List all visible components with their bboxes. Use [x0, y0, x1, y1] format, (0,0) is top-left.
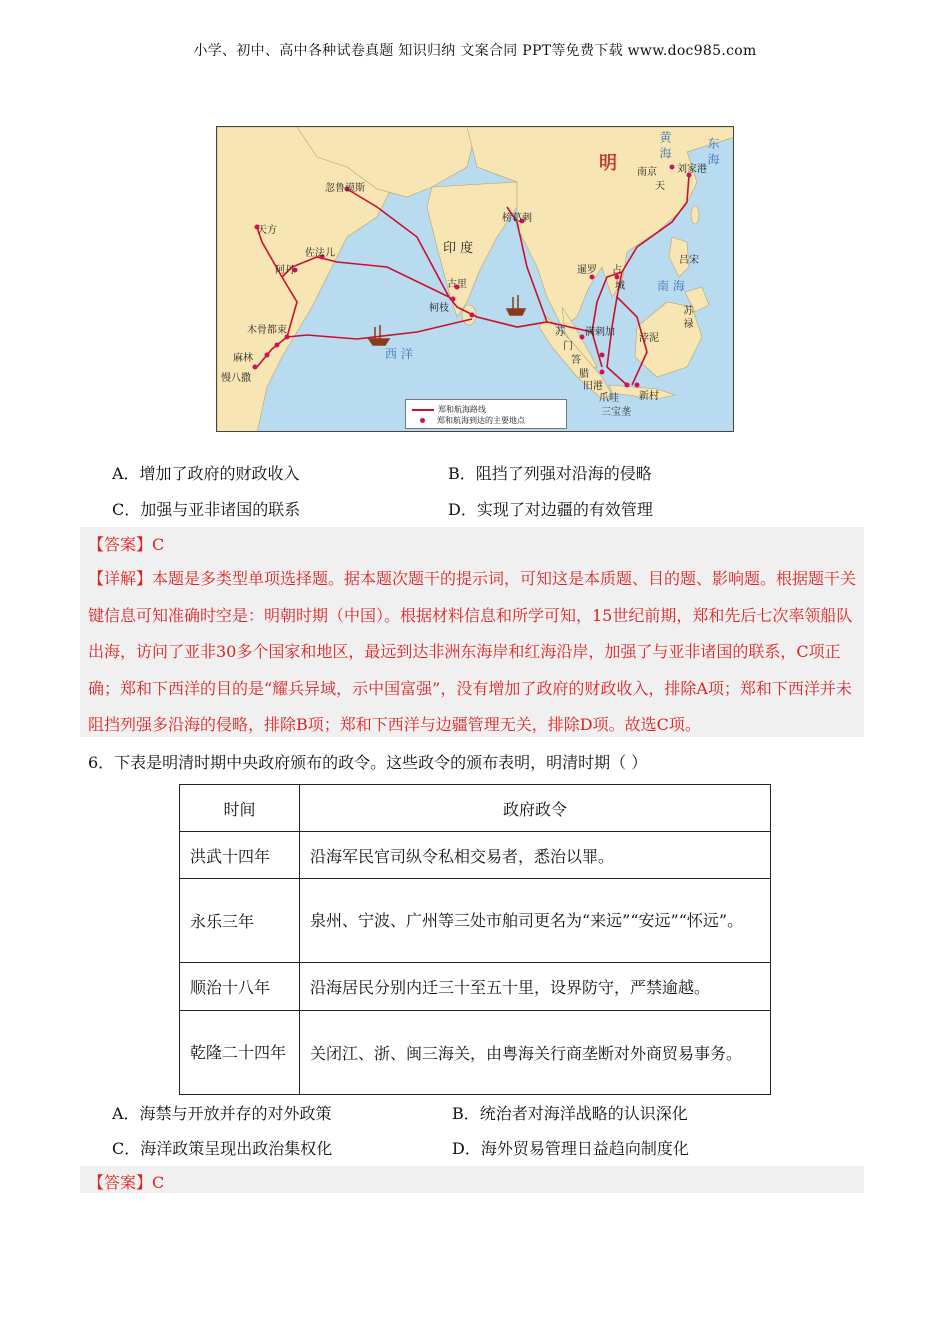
- label-calicut: 古里: [447, 279, 467, 290]
- row-decree: 关闭江、浙、闽三海关，由粤海关行商垄断对外商贸易事务。: [300, 1011, 771, 1095]
- label-sulu: 苏 禄: [681, 305, 692, 329]
- label-tian: 天: [655, 181, 665, 192]
- q5-option-b: B．阻挡了列强对沿海的侵略: [448, 464, 652, 483]
- q6-option-c: C．海洋政策呈现出政治集权化: [112, 1139, 333, 1158]
- table-row: [180, 1011, 771, 1095]
- q6-option-d: D．海外贸易管理日益趋向制度化: [452, 1139, 689, 1158]
- port-dot: [470, 313, 475, 318]
- label-mogadishu: 木骨都束: [247, 325, 287, 336]
- port-dot: [451, 297, 456, 302]
- label-xiyang: 西 洋: [385, 347, 413, 361]
- label-sanbaolong: 三宝垄: [601, 407, 631, 418]
- q6-option-b: B．统治者对海洋战略的认识深化: [452, 1104, 688, 1123]
- label-zufar: 佐法儿: [305, 248, 335, 259]
- row-decree: 泉州、宁波、广州等三处市舶司更名为“来远”“安远”“怀远”。: [300, 879, 771, 963]
- q5-answer: 【答案】C: [88, 535, 165, 554]
- q5-option-c: C．加强与亚非诸国的联系: [112, 500, 301, 519]
- q5-analysis: 【详解】本题是多类型单项选择题。据本题次题干的提示词，可知这是本质题、目的题、影响题。根据题干关键信息可知准确时空是：明朝时期（中国）。根据材料信息和所学可知，15世纪前期，郑和先后七次率领船队出海，访问了亚非30多个国家和地区，最远到达非洲东海岸和红海沿岸，加强了与亚非诸国的联系，C项正确；郑和下西洋的目的是“耀兵异域，示中国富强”，没有增加了政府的财政收入，排除A项；郑和下西洋并未阻挡列强多沿海的侵略，排除B项；郑和下西洋与边疆管理无关，排除D项。故选C项。: [88, 569, 857, 734]
- label-nanjing: 南京: [637, 167, 657, 178]
- label-brunei: 浡泥: [639, 333, 659, 344]
- table-row: [180, 963, 771, 1011]
- label-malindi: 麻林: [233, 353, 253, 364]
- decree-table: [179, 784, 771, 1095]
- table-row: [180, 879, 771, 963]
- table-row: [180, 832, 771, 879]
- label-champa-b: 城: [615, 281, 625, 292]
- label-cochin: 柯枝: [429, 303, 449, 314]
- page-header: 小学、初中、高中各种试卷真题 知识归纳 文案合同 PPT等免费下载 www.doc985.com: [193, 43, 757, 59]
- label-hormuz: 忽鲁谟斯: [325, 183, 365, 194]
- label-luzon: 吕宋: [679, 255, 699, 266]
- label-tianfang: 天方: [257, 225, 277, 236]
- label-ming: 明: [599, 153, 617, 174]
- legend-places-label: 郑和航海到达的主要地点: [437, 416, 525, 425]
- map-legend: [405, 399, 567, 429]
- port-dot: [580, 335, 585, 340]
- table-header-decree: 政府政令: [300, 785, 771, 832]
- label-java: 爪哇: [599, 393, 619, 404]
- label-champa-a: 占: [612, 265, 622, 276]
- row-decree: 沿海军民官司纵令私相交易者，悉治以罪。: [300, 832, 771, 879]
- label-sumatra-d: 腊: [579, 369, 589, 380]
- row-time: 永乐三年: [180, 879, 300, 963]
- land-taiwan: [691, 206, 699, 224]
- q5-option-d: D．实现了对边疆的有效管理: [448, 500, 653, 519]
- port-dot: [625, 383, 630, 388]
- port-dot: [600, 370, 605, 375]
- q6-answer: 【答案】C: [88, 1173, 165, 1192]
- label-aden: 阿丹: [275, 265, 295, 276]
- zheng-he-voyage-map: [216, 126, 734, 432]
- label-liujiagang: 刘家港: [677, 164, 707, 175]
- row-decree: 沿海居民分别内迁三十至五十里，设界防守，严禁逾越。: [300, 963, 771, 1011]
- label-sumatra-a: 苏: [555, 327, 565, 338]
- port-dot: [275, 343, 280, 348]
- route-line-swatch: [412, 409, 434, 411]
- port-dot: [600, 353, 605, 358]
- row-time: 顺治十八年: [180, 963, 300, 1011]
- q6-stem: 6．下表是明清时期中央政府颁布的政令。这些政令的颁布表明，明清时期（ ）: [88, 753, 648, 772]
- port-dot: [253, 365, 258, 370]
- label-mombasa: 慢八撒: [221, 373, 251, 384]
- label-sumatra-b: 门: [563, 341, 573, 352]
- row-time: 乾隆二十四年: [180, 1011, 300, 1095]
- place-dot-swatch: [420, 418, 425, 423]
- legend-route: [412, 404, 486, 415]
- label-huanghai: 黄 海: [658, 131, 672, 159]
- table-header-row: [180, 785, 771, 832]
- label-donghai: 东 海: [706, 137, 720, 165]
- legend-places: [412, 415, 525, 426]
- label-palembang: 旧港: [583, 381, 603, 392]
- port-dot: [265, 353, 270, 358]
- row-time: 洪武十四年: [180, 832, 300, 879]
- q6-answer-block: [80, 1166, 864, 1193]
- label-malacca: 满剌加: [585, 327, 615, 338]
- label-sumatra-c: 答: [571, 355, 581, 366]
- label-siam: 暹罗: [577, 265, 597, 276]
- label-xincun: 新村: [639, 391, 659, 402]
- port-dot: [670, 165, 675, 170]
- table-header-time: 时间: [180, 785, 300, 832]
- legend-route-label: 郑和航海路线: [438, 405, 486, 414]
- label-bengal: 榜葛剌: [502, 213, 532, 224]
- q6-option-a: A．海禁与开放并存的对外政策: [112, 1104, 332, 1123]
- label-nanhai: 南 海: [657, 279, 685, 293]
- label-india: 印 度: [443, 241, 474, 256]
- q5-option-a: A．增加了政府的财政收入: [112, 464, 300, 483]
